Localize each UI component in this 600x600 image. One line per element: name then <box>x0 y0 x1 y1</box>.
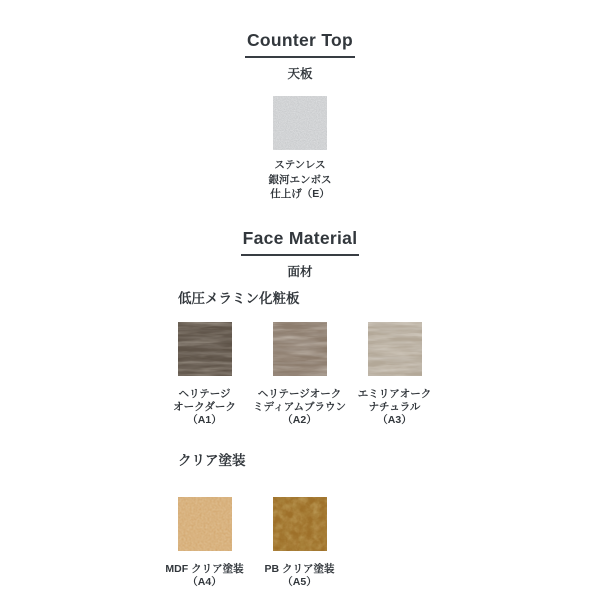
caption-line: ヘリテージ <box>178 387 231 400</box>
caption-line: エミリアオーク <box>357 387 432 400</box>
swatch-heritage-oak-dark <box>178 322 232 376</box>
caption-line: ナチュラル <box>368 400 421 413</box>
caption-line: （A2） <box>282 413 317 426</box>
swatch-mdf-clear-coat <box>178 497 232 551</box>
caption-line: （A4） <box>187 575 222 588</box>
face-material-title-ja: 面材 <box>287 264 313 279</box>
material-caption-a5 <box>252 563 347 589</box>
material-item-a5 <box>252 497 347 589</box>
material-caption-a2 <box>252 388 347 427</box>
material-item-a4 <box>157 497 252 589</box>
caption-line: ステンレス <box>274 159 326 171</box>
counter-top-title-ja: 天板 <box>287 67 313 81</box>
caption-line: MDF クリア塗装 <box>165 562 244 575</box>
face-material-section <box>0 229 600 589</box>
counter-top-section <box>0 31 600 202</box>
swatch-pb-clear-coat <box>273 497 327 551</box>
material-caption-a4 <box>157 563 252 589</box>
group-label-melamine: 低圧メラミン化粧板 <box>178 290 300 306</box>
caption-line: （A1） <box>187 413 222 426</box>
material-caption-a1 <box>157 388 252 427</box>
caption-line: オークダーク <box>173 400 236 413</box>
face-material-title: Face Material <box>241 229 360 256</box>
melamine-swatch-row <box>157 322 442 427</box>
caption-line: ミディアムブラウン <box>253 400 346 413</box>
clear-coat-swatch-row <box>157 497 442 589</box>
swatch-emilia-oak-natural <box>368 322 422 376</box>
counter-top-title: Counter Top <box>245 31 355 58</box>
material-item-stainless <box>0 96 600 202</box>
material-caption-stainless <box>0 158 600 202</box>
caption-line: PB クリア塗装 <box>264 562 335 575</box>
caption-line: 仕上げ（E） <box>270 188 330 200</box>
counter-top-title-wrap <box>0 31 600 58</box>
material-item-a2 <box>252 322 347 427</box>
material-item-a3 <box>347 322 442 427</box>
swatch-heritage-oak-medium-brown <box>273 322 327 376</box>
swatch-stainless-galaxy-emboss <box>273 96 327 150</box>
caption-line: （A3） <box>377 413 412 426</box>
group-label-clear-coat: クリア塗装 <box>178 452 246 468</box>
caption-line: （A5） <box>282 575 317 588</box>
caption-line: 銀河エンボス <box>268 173 332 186</box>
face-material-title-wrap <box>0 229 600 256</box>
caption-line: ヘリテージオーク <box>257 387 342 400</box>
material-caption-a3 <box>347 388 442 427</box>
material-item-a1 <box>157 322 252 427</box>
